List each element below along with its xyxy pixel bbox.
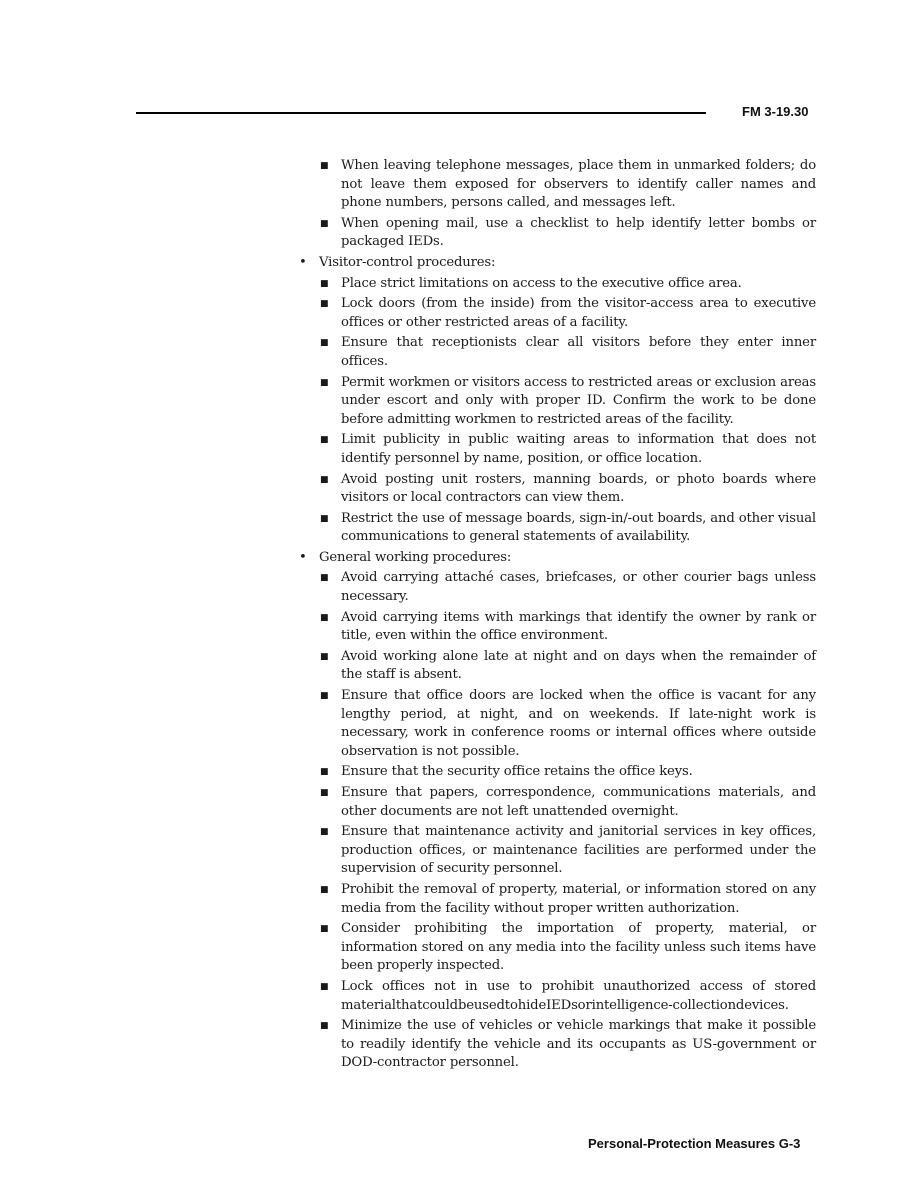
list-item: ■ Ensure that papers, correspondence, communications materials, and other documents are not left unattended overnight. xyxy=(320,785,816,819)
list-item: ■ Ensure that office doors are locked when the office is vacant for any lengthy period, at night, and on weekends. If late-night work is necessary, work in conference rooms or internal offices where outside observation is not possible. xyxy=(320,688,816,759)
document-number: FM 3-19.30 xyxy=(742,104,809,119)
list-item: ■ Avoid carrying items with markings that identify the owner by rank or title, even within the office environment. xyxy=(320,609,816,644)
list-item: ■ Minimize the use of vehicles or vehicle markings that make it possible to readily identify the vehicle and its occupants as US-government or DOD-contractor personnel. xyxy=(320,1018,816,1071)
header-rule xyxy=(136,112,706,114)
page-content xyxy=(296,157,816,1075)
square-bullet-icon: ■ xyxy=(320,573,329,584)
list-item: ■ When opening mail, use a checklist to help identify letter bombs or packaged IEDs. xyxy=(320,215,816,250)
square-bullet-icon: ■ xyxy=(320,1021,329,1032)
square-bullet-icon: ■ xyxy=(320,161,329,171)
square-bullet-icon: ■ xyxy=(320,612,329,623)
square-bullet-icon: ■ xyxy=(320,338,329,349)
list-item: ■ Lock offices not in use to prohibit unauthorized access of stored materialthatcouldbeusedtohideIEDsorintelligence-collectiondevices. xyxy=(320,978,816,1013)
list-item: ■ Limit publicity in public waiting areas to information that does not identify personnel by name, position, or office location. xyxy=(320,432,816,466)
list-item: ■ Lock doors (from the inside) from the visitor-access area to executive offices or other restricted areas of a facility. xyxy=(320,296,816,330)
square-bullet-icon: ■ xyxy=(320,299,329,310)
list-item: ■ Ensure that maintenance activity and janitorial services in key offices, production offices, or maintenance facilities are performed under the supervision of security personnel. xyxy=(320,824,816,877)
round-bullet-icon: • xyxy=(299,549,307,565)
square-bullet-icon: ■ xyxy=(320,884,329,895)
list-item: ■ Avoid posting unit rosters, manning boards, or photo boards where visitors or local contractors can view them. xyxy=(320,471,816,506)
page-footer: Personal-Protection Measures G-3 xyxy=(588,1136,801,1151)
list-item: ■ Restrict the use of message boards, sign-in/-out boards, and other visual communications to general statements of availability. xyxy=(320,510,816,545)
square-bullet-icon: ■ xyxy=(320,691,329,702)
square-bullet-icon: ■ xyxy=(320,651,329,662)
square-bullet-icon: ■ xyxy=(320,981,329,992)
list-item: ■ Consider prohibiting the importation of property, material, or information stored on any media into the facility unless such items have been properly inspected. xyxy=(320,921,816,974)
round-bullet-icon: • xyxy=(299,254,307,270)
list-item: ■ Avoid carrying attaché cases, briefcases, or other courier bags unless necessary. xyxy=(320,570,816,605)
list-item: ■ Ensure that the security office retains the office keys. xyxy=(296,763,816,782)
list-item: ■ Prohibit the removal of property, material, or information stored on any media from the facility without proper written authorization. xyxy=(320,881,816,916)
section-heading-visitor-control: • Visitor-control procedures: xyxy=(296,254,816,273)
square-bullet-icon: ■ xyxy=(320,377,329,388)
square-bullet-icon: ■ xyxy=(320,767,329,778)
square-bullet-icon: ■ xyxy=(320,827,329,838)
list-item: ■ Place strict limitations on access to the executive office area. xyxy=(296,275,816,294)
square-bullet-icon: ■ xyxy=(320,218,329,229)
list-item: ■ Avoid working alone late at night and on days when the remainder of the staff is absent. xyxy=(320,648,816,683)
square-bullet-icon: ■ xyxy=(320,435,329,446)
square-bullet-icon: ■ xyxy=(320,474,329,485)
section-heading-general-working: • General working procedures: xyxy=(296,549,816,568)
square-bullet-icon: ■ xyxy=(320,278,329,289)
list-item: ■ Ensure that receptionists clear all visitors before they enter inner offices. xyxy=(320,335,816,369)
square-bullet-icon: ■ xyxy=(320,788,329,798)
square-bullet-icon: ■ xyxy=(320,924,329,935)
list-item: ■ Permit workmen or visitors access to restricted areas or exclusion areas under escort and only with proper ID. Confirm the work to be done before admitting workmen to restricted areas of the facility. xyxy=(320,374,816,427)
list-item: ■ When leaving telephone messages, place them in unmarked folders; do not leave them exposed for observers to identify caller names and phone numbers, persons called, and messages left. xyxy=(320,158,816,211)
square-bullet-icon: ■ xyxy=(320,513,329,524)
